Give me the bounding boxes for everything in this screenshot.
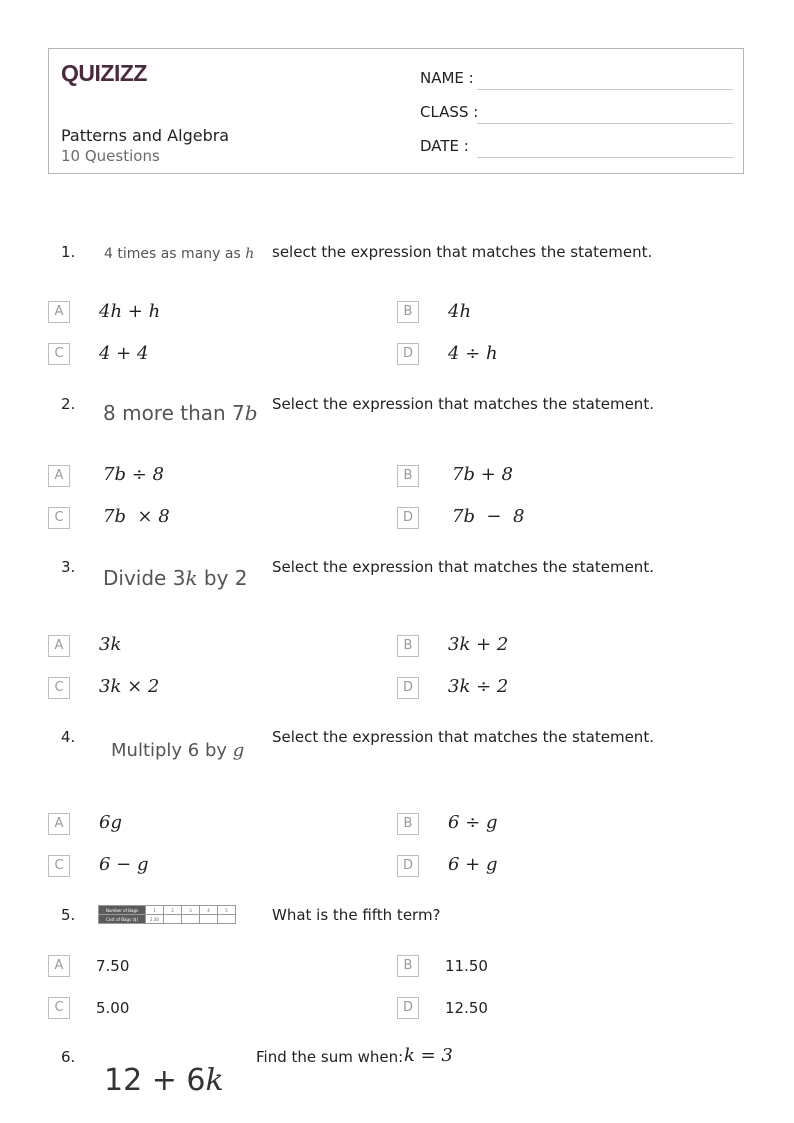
option-b-marker[interactable]: B [397, 465, 419, 487]
option-c-marker[interactable]: C [48, 343, 70, 365]
option-b-marker[interactable]: B [397, 955, 419, 977]
question-prompt: Select the expression that matches the statement. [272, 728, 654, 746]
option-a[interactable]: 7.50 [96, 957, 130, 975]
option-a-marker[interactable]: A [48, 301, 70, 323]
option-a[interactable]: 4h + h [99, 301, 161, 322]
table-cell: 1 [146, 906, 164, 915]
option-a[interactable]: 6g [99, 812, 122, 833]
option-c-marker[interactable]: C [48, 677, 70, 699]
option-d-marker[interactable]: D [397, 343, 419, 365]
option-c[interactable]: 6 − g [99, 854, 149, 875]
option-c-marker[interactable]: C [48, 507, 70, 529]
question-number: 3. [61, 558, 76, 576]
question-number: 5. [61, 906, 76, 924]
option-d-marker[interactable]: D [397, 507, 419, 529]
question-prompt: select the expression that matches the statement. [272, 243, 653, 261]
question-prompt: Select the expression that matches the statement. [272, 395, 654, 413]
option-b[interactable]: 3k + 2 [448, 634, 509, 655]
table-cell [200, 915, 218, 924]
option-d[interactable]: 4 ÷ h [448, 343, 498, 364]
question-image: Multiply 6 by g [111, 740, 245, 761]
question-prompt: Select the expression that matches the statement. [272, 558, 654, 576]
option-d[interactable]: 7b − 8 [452, 506, 525, 527]
class-label: CLASS : [420, 103, 479, 121]
option-b-marker[interactable]: B [397, 301, 419, 323]
worksheet-title: Patterns and Algebra [61, 126, 230, 145]
option-d[interactable]: 3k ÷ 2 [448, 676, 509, 697]
table-cell [218, 915, 236, 924]
bags-cost-table [98, 905, 236, 924]
question-number: 6. [61, 1048, 76, 1066]
table-cell: 2 [164, 906, 182, 915]
option-a-marker[interactable]: A [48, 635, 70, 657]
question-count: 10 Questions [61, 147, 160, 165]
table-row [99, 906, 236, 915]
table-cell [182, 915, 200, 924]
option-b[interactable]: 11.50 [445, 957, 488, 975]
table-cell: Cost of Bags ($) [99, 915, 146, 924]
option-d[interactable]: 6 + g [448, 854, 498, 875]
option-b[interactable]: 7b + 8 [452, 464, 513, 485]
svg-text:QUIZIZZ: QUIZIZZ [61, 60, 147, 86]
question-number: 1. [61, 243, 76, 261]
quizizz-logo [61, 59, 151, 87]
date-label: DATE : [420, 137, 469, 155]
table-cell: Number of Bags [99, 906, 146, 915]
question-image: 12 + 6k [104, 1063, 224, 1098]
table-cell [164, 915, 182, 924]
option-b[interactable]: 4h [448, 301, 472, 322]
option-b[interactable]: 6 ÷ g [448, 812, 498, 833]
option-c[interactable]: 7b × 8 [103, 506, 170, 527]
question-image: 4 times as many as h [104, 246, 255, 262]
table-cell: 3 [182, 906, 200, 915]
option-a[interactable]: 3k [99, 634, 122, 655]
table-cell: 4 [200, 906, 218, 915]
table-cell: 5 [218, 906, 236, 915]
option-a[interactable]: 7b ÷ 8 [103, 464, 164, 485]
question-prompt: What is the fifth term? [272, 906, 441, 924]
option-a-marker[interactable]: A [48, 465, 70, 487]
worksheet-header [48, 48, 744, 174]
option-c-marker[interactable]: C [48, 855, 70, 877]
question-number: 2. [61, 395, 76, 413]
question-prompt: Find the sum when: [256, 1048, 404, 1066]
question-number: 4. [61, 728, 76, 746]
option-b-marker[interactable]: B [397, 635, 419, 657]
option-d-marker[interactable]: D [397, 997, 419, 1019]
question-math: k = 3 [404, 1045, 453, 1066]
option-c[interactable]: 5.00 [96, 999, 130, 1017]
option-d-marker[interactable]: D [397, 855, 419, 877]
name-line[interactable] [477, 89, 733, 90]
option-c[interactable]: 3k × 2 [99, 676, 160, 697]
name-label: NAME : [420, 69, 474, 87]
option-c-marker[interactable]: C [48, 997, 70, 1019]
option-c[interactable]: 4 + 4 [99, 343, 149, 364]
option-a-marker[interactable]: A [48, 813, 70, 835]
date-line[interactable] [477, 157, 733, 158]
option-b-marker[interactable]: B [397, 813, 419, 835]
option-d[interactable]: 12.50 [445, 999, 488, 1017]
question-image: Divide 3k by 2 [103, 566, 248, 590]
option-a-marker[interactable]: A [48, 955, 70, 977]
class-line[interactable] [477, 123, 733, 124]
question-image: 8 more than 7b [103, 401, 258, 425]
table-row [99, 915, 236, 924]
table-cell: 2.30 [146, 915, 164, 924]
option-d-marker[interactable]: D [397, 677, 419, 699]
